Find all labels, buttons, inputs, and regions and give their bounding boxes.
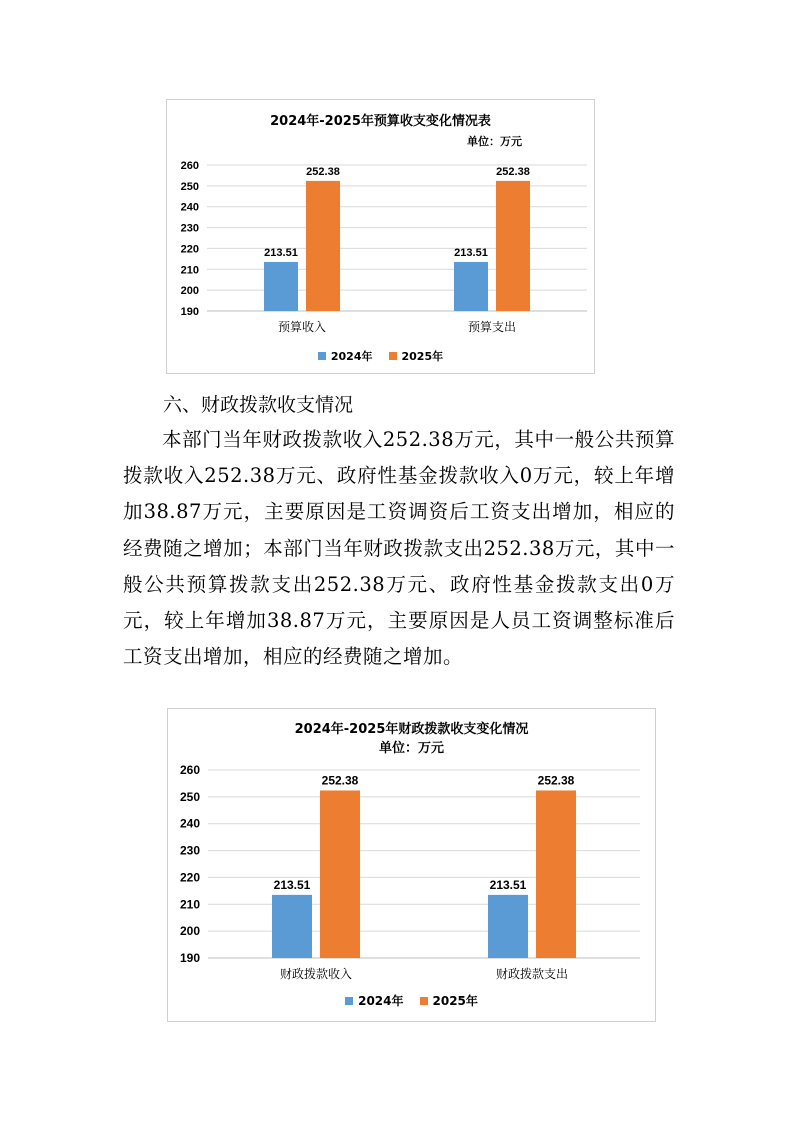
data-label: 213.51 (489, 877, 527, 892)
legend-item-2024 (345, 992, 403, 1009)
bar-2024 (264, 262, 298, 311)
budget-chart (166, 99, 595, 374)
y-tick-label: 190 (179, 951, 200, 965)
y-tick-label: 240 (179, 816, 200, 831)
section-heading: 六、财政拨款收支情况 (163, 394, 354, 416)
category-label: 预算支出 (467, 320, 517, 334)
data-label: 213.51 (454, 246, 488, 259)
legend-label: 2024年 (358, 994, 404, 1008)
category-label: 财政拨款收入 (279, 967, 353, 981)
y-tick-label: 200 (179, 924, 200, 939)
legend-label: 2025年 (432, 994, 478, 1008)
legend-item-2025 (389, 348, 444, 364)
data-label: 252.38 (321, 773, 359, 788)
body-paragraph: 本部门当年财政拨款收入252.38万元，其中一般公共预算拨款收入252.38万元、政府性基金拨款收入0万元，较上年增加38.87万元，主要原因是工资调资后工资支出增加，相应的经费随之增加；本部门当年财政拨款支出252.38万元，其中一般公共预算拨款支出252.38万元、政府性基金拨款支出0万元，较上年增加38.87万元，主要原因是人员工资调整标准后工资支出增加，相应的经费随之增加。 (123, 428, 675, 669)
category-label: 预算收入 (277, 320, 327, 334)
chart-title: 2024年-2025年财政拨款收支变化情况 (294, 722, 529, 737)
legend-item-2025 (420, 992, 478, 1009)
chart-legend (168, 992, 655, 1009)
bar-2025 (306, 181, 340, 311)
legend-swatch-2024 (345, 997, 353, 1005)
y-tick-label: 220 (179, 870, 200, 885)
y-tick-label: 220 (180, 243, 199, 256)
y-tick-label: 210 (179, 897, 200, 912)
data-label: 252.38 (537, 773, 575, 788)
y-tick-label: 200 (180, 285, 199, 298)
y-tick-label: 230 (179, 843, 200, 858)
legend-label: 2025年 (401, 350, 444, 363)
legend-swatch-2024 (318, 352, 326, 360)
y-tick-label: 210 (180, 264, 199, 277)
legend-swatch-2025 (389, 352, 397, 360)
data-label: 252.38 (306, 165, 340, 178)
legend-item-2024 (318, 348, 373, 364)
bar-2024 (454, 262, 488, 311)
category-label: 财政拨款支出 (495, 967, 569, 981)
data-label: 252.38 (496, 165, 530, 178)
legend-label: 2024年 (330, 350, 373, 363)
y-tick-label: 190 (180, 306, 199, 318)
chart-legend (167, 348, 594, 364)
bar-2024 (488, 895, 528, 958)
y-tick-label: 240 (180, 201, 199, 214)
bar-2025 (496, 181, 530, 311)
y-tick-label: 260 (179, 763, 200, 777)
legend-swatch-2025 (420, 997, 428, 1005)
chart-title: 2024年-2025年预算收支变化情况表 (270, 114, 491, 129)
y-tick-label: 260 (180, 160, 199, 172)
data-label: 213.51 (273, 877, 311, 892)
data-label: 213.51 (264, 246, 298, 259)
chart-unit: 单位：万元 (378, 741, 444, 756)
y-tick-label: 250 (180, 180, 199, 193)
y-tick-label: 250 (179, 789, 200, 804)
chart-plot (167, 100, 596, 375)
bar-2025 (320, 790, 360, 958)
chart-plot (168, 709, 657, 1023)
chart-unit: 单位：万元 (467, 135, 522, 148)
bar-2025 (536, 790, 576, 958)
fiscal-appropriation-chart (167, 708, 656, 1022)
y-tick-label: 230 (180, 222, 199, 235)
bar-2024 (272, 895, 312, 958)
